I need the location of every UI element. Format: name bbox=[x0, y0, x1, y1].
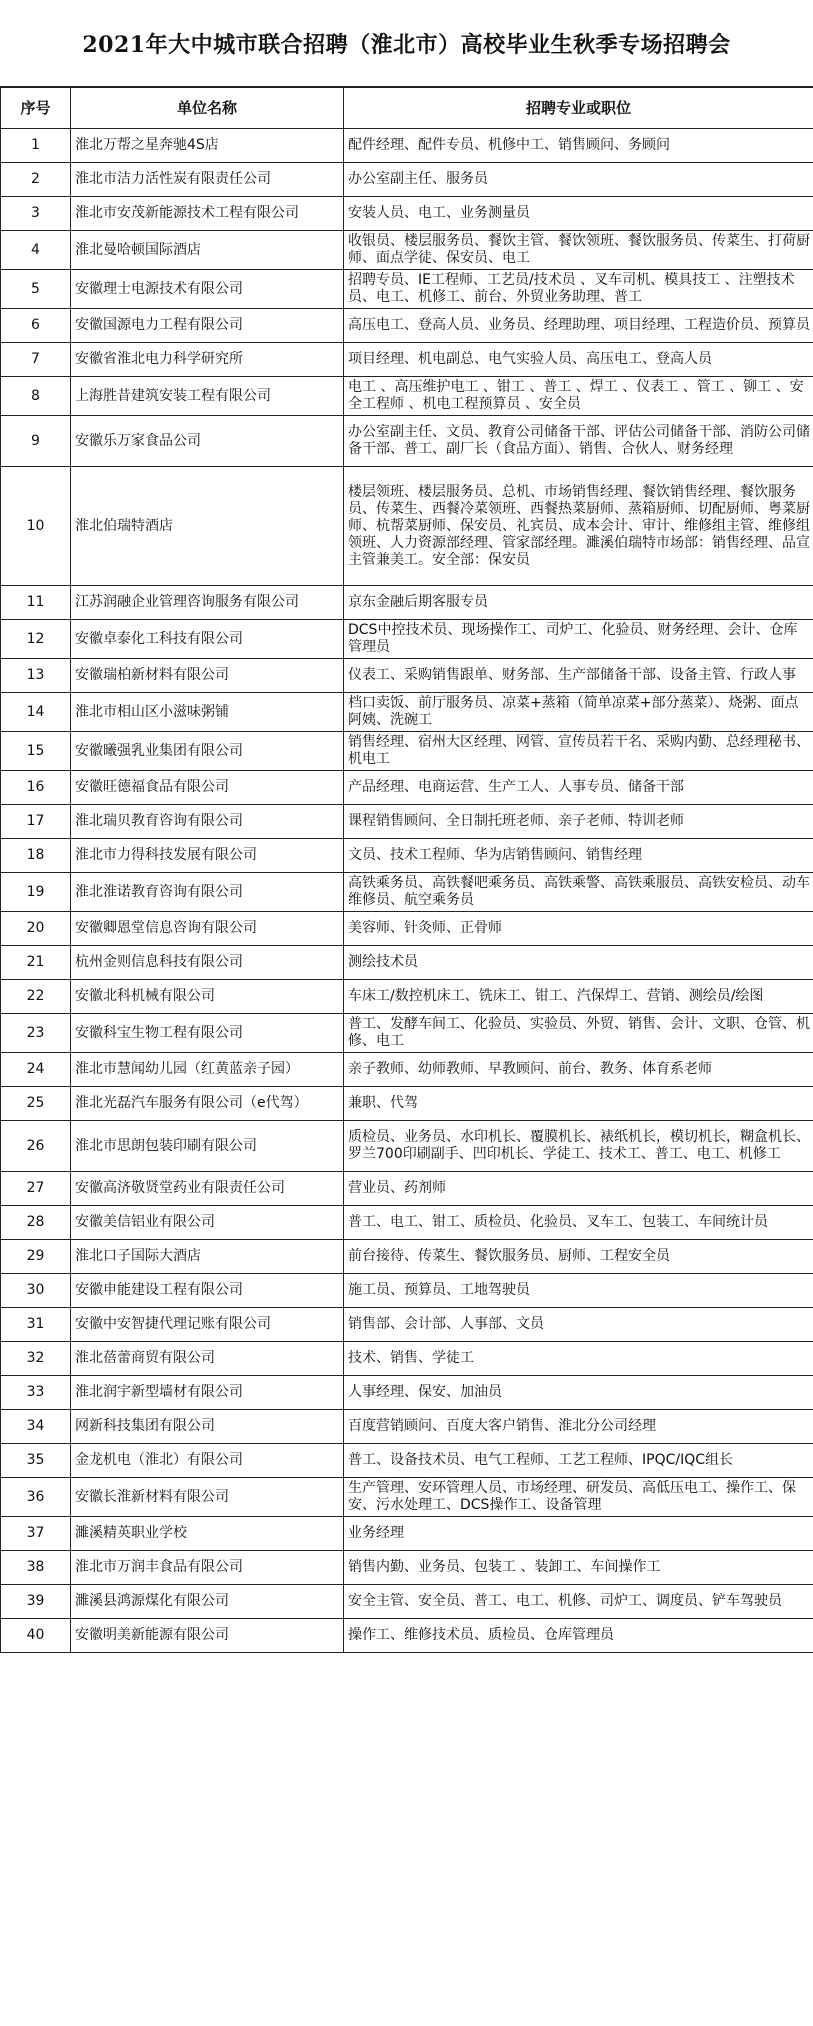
row-company: 淮北润宇新型墙材有限公司 bbox=[71, 1376, 344, 1410]
table-row bbox=[1, 1517, 813, 1551]
row-positions: DCS中控技术员、现场操作工、司炉工、化验员、财务经理、会计、仓库管理员 bbox=[344, 620, 813, 659]
row-positions: 文员、技术工程师、华为店销售顾问、销售经理 bbox=[344, 839, 813, 873]
row-company: 淮北市万润丰食品有限公司 bbox=[71, 1551, 344, 1585]
table-row bbox=[1, 620, 813, 659]
row-index: 29 bbox=[1, 1240, 71, 1274]
row-index: 1 bbox=[1, 129, 71, 163]
row-company: 淮北市洁力活性炭有限责任公司 bbox=[71, 163, 344, 197]
row-index: 2 bbox=[1, 163, 71, 197]
row-index: 32 bbox=[1, 1342, 71, 1376]
recruitment-table bbox=[0, 87, 813, 1653]
row-index: 38 bbox=[1, 1551, 71, 1585]
table-row bbox=[1, 1087, 813, 1121]
row-company: 淮北曼哈顿国际酒店 bbox=[71, 231, 344, 270]
row-positions: 亲子教师、幼师教师、早教顾问、前台、教务、体育系老师 bbox=[344, 1053, 813, 1087]
row-index: 39 bbox=[1, 1585, 71, 1619]
table-row bbox=[1, 732, 813, 771]
row-index: 16 bbox=[1, 771, 71, 805]
row-company: 安徽高济敬贤堂药业有限责任公司 bbox=[71, 1172, 344, 1206]
row-index: 10 bbox=[1, 467, 71, 586]
table-row bbox=[1, 129, 813, 163]
row-positions: 销售部、会计部、人事部、文员 bbox=[344, 1308, 813, 1342]
row-positions: 操作工、维修技术员、质检员、仓库管理员 bbox=[344, 1619, 813, 1653]
row-positions: 百度营销顾问、百度大客户销售、淮北分公司经理 bbox=[344, 1410, 813, 1444]
row-company: 淮北伯瑞特酒店 bbox=[71, 467, 344, 586]
row-positions: 施工员、预算员、工地驾驶员 bbox=[344, 1274, 813, 1308]
row-positions: 高铁乘务员、高铁餐吧乘务员、高铁乘警、高铁乘服员、高铁安检员、动车维修员、航空乘务员 bbox=[344, 873, 813, 912]
row-positions: 京东金融后期客服专员 bbox=[344, 586, 813, 620]
row-company: 淮北口子国际大酒店 bbox=[71, 1240, 344, 1274]
row-index: 12 bbox=[1, 620, 71, 659]
header-index: 序号 bbox=[1, 88, 71, 129]
row-index: 6 bbox=[1, 309, 71, 343]
row-company: 淮北市慧闻幼儿园（红黄蓝亲子园） bbox=[71, 1053, 344, 1087]
table-row bbox=[1, 839, 813, 873]
row-index: 8 bbox=[1, 377, 71, 416]
row-positions: 普工、电工、钳工、质检员、化验员、叉车工、包装工、车间统计员 bbox=[344, 1206, 813, 1240]
row-index: 34 bbox=[1, 1410, 71, 1444]
table-row bbox=[1, 1478, 813, 1517]
table-row bbox=[1, 1376, 813, 1410]
row-positions: 招聘专员、IE工程师、工艺员/技术员 、叉车司机、模具技工 、注塑技术员、电工、机修工、前台、外贸业务助理、普工 bbox=[344, 270, 813, 309]
row-positions: 收银员、楼层服务员、餐饮主管、餐饮领班、餐饮服务员、传菜生、打荷厨师、面点学徒、保安员、电工 bbox=[344, 231, 813, 270]
row-company: 淮北淮诺教育咨询有限公司 bbox=[71, 873, 344, 912]
row-positions: 高压电工、登高人员、业务员、经理助理、项目经理、工程造价员、预算员 bbox=[344, 309, 813, 343]
row-index: 13 bbox=[1, 659, 71, 693]
row-index: 17 bbox=[1, 805, 71, 839]
table-row bbox=[1, 1619, 813, 1653]
row-positions: 安装人员、电工、业务测量员 bbox=[344, 197, 813, 231]
row-company: 淮北市思朗包装印刷有限公司 bbox=[71, 1121, 344, 1172]
row-positions: 产品经理、电商运营、生产工人、人事专员、储备干部 bbox=[344, 771, 813, 805]
row-positions: 项目经理、机电副总、电气实验人员、高压电工、登高人员 bbox=[344, 343, 813, 377]
row-index: 22 bbox=[1, 980, 71, 1014]
row-index: 30 bbox=[1, 1274, 71, 1308]
row-company: 濉溪县鸿源煤化有限公司 bbox=[71, 1585, 344, 1619]
row-positions: 销售经理、宿州大区经理、网管、宣传员若干名、采购内勤、总经理秘书、机电工 bbox=[344, 732, 813, 771]
table-row bbox=[1, 416, 813, 467]
table-row bbox=[1, 1172, 813, 1206]
row-positions: 前台接待、传菜生、餐饮服务员、厨师、工程安全员 bbox=[344, 1240, 813, 1274]
row-company: 淮北市相山区小滋味粥铺 bbox=[71, 693, 344, 732]
row-index: 31 bbox=[1, 1308, 71, 1342]
table-row bbox=[1, 693, 813, 732]
table-row bbox=[1, 1585, 813, 1619]
row-positions: 普工、设备技术员、电气工程师、工艺工程师、IPQC/IQC组长 bbox=[344, 1444, 813, 1478]
table-row bbox=[1, 377, 813, 416]
row-positions: 测绘技术员 bbox=[344, 946, 813, 980]
row-company: 淮北万帮之星奔驰4S店 bbox=[71, 129, 344, 163]
table-row bbox=[1, 1240, 813, 1274]
row-company: 濉溪精英职业学校 bbox=[71, 1517, 344, 1551]
table-row bbox=[1, 163, 813, 197]
row-company: 安徽申能建设工程有限公司 bbox=[71, 1274, 344, 1308]
page-title: 2021年大中城市联合招聘（淮北市）高校毕业生秋季专场招聘会 bbox=[0, 0, 813, 87]
row-index: 15 bbox=[1, 732, 71, 771]
table-body bbox=[1, 129, 813, 1653]
table-row bbox=[1, 912, 813, 946]
table-row bbox=[1, 980, 813, 1014]
table-row bbox=[1, 343, 813, 377]
table-row bbox=[1, 467, 813, 586]
table-row bbox=[1, 1014, 813, 1053]
table-row bbox=[1, 1206, 813, 1240]
row-company: 安徽美信铝业有限公司 bbox=[71, 1206, 344, 1240]
row-index: 18 bbox=[1, 839, 71, 873]
row-index: 24 bbox=[1, 1053, 71, 1087]
row-positions: 销售内勤、业务员、包装工 、装卸工、车间操作工 bbox=[344, 1551, 813, 1585]
row-company: 安徽瑞柏新材料有限公司 bbox=[71, 659, 344, 693]
row-company: 杭州金则信息科技有限公司 bbox=[71, 946, 344, 980]
row-index: 11 bbox=[1, 586, 71, 620]
row-index: 9 bbox=[1, 416, 71, 467]
row-company: 安徽理士电源技术有限公司 bbox=[71, 270, 344, 309]
row-index: 19 bbox=[1, 873, 71, 912]
row-positions: 办公室副主任、文员、教育公司储备干部、评估公司储备干部、消防公司储备干部、普工、副厂长（食品方面）、销售、合伙人、财务经理 bbox=[344, 416, 813, 467]
row-company: 安徽省淮北电力科学研究所 bbox=[71, 343, 344, 377]
table-row bbox=[1, 586, 813, 620]
table-row bbox=[1, 1444, 813, 1478]
row-index: 28 bbox=[1, 1206, 71, 1240]
table-row bbox=[1, 873, 813, 912]
table-row bbox=[1, 659, 813, 693]
table-row bbox=[1, 1410, 813, 1444]
row-index: 14 bbox=[1, 693, 71, 732]
row-index: 21 bbox=[1, 946, 71, 980]
row-index: 25 bbox=[1, 1087, 71, 1121]
row-company: 安徽长淮新材料有限公司 bbox=[71, 1478, 344, 1517]
row-company: 安徽明美新能源有限公司 bbox=[71, 1619, 344, 1653]
table-row bbox=[1, 1308, 813, 1342]
table-row bbox=[1, 231, 813, 270]
row-positions: 兼职、代驾 bbox=[344, 1087, 813, 1121]
table-row bbox=[1, 1053, 813, 1087]
row-positions: 美容师、针灸师、正骨师 bbox=[344, 912, 813, 946]
header-company: 单位名称 bbox=[71, 88, 344, 129]
row-index: 5 bbox=[1, 270, 71, 309]
table-row bbox=[1, 1551, 813, 1585]
row-index: 36 bbox=[1, 1478, 71, 1517]
row-index: 35 bbox=[1, 1444, 71, 1478]
row-positions: 业务经理 bbox=[344, 1517, 813, 1551]
row-index: 3 bbox=[1, 197, 71, 231]
row-company: 安徽北科机械有限公司 bbox=[71, 980, 344, 1014]
row-positions: 普工、发酵车间工、化验员、实验员、外贸、销售、会计、文职、仓管、机修、电工 bbox=[344, 1014, 813, 1053]
row-company: 安徽卿恩堂信息咨询有限公司 bbox=[71, 912, 344, 946]
row-positions: 课程销售顾问、全日制托班老师、亲子老师、特训老师 bbox=[344, 805, 813, 839]
row-index: 23 bbox=[1, 1014, 71, 1053]
row-index: 33 bbox=[1, 1376, 71, 1410]
row-company: 安徽科宝生物工程有限公司 bbox=[71, 1014, 344, 1053]
row-index: 40 bbox=[1, 1619, 71, 1653]
row-positions: 电工 、高压维护电工 、钳工 、普工 、焊工 、仪表工 、管工 、铆工 、安全工程师 、机电工程预算员 、安全员 bbox=[344, 377, 813, 416]
row-index: 37 bbox=[1, 1517, 71, 1551]
row-company: 安徽乐万家食品公司 bbox=[71, 416, 344, 467]
table-row bbox=[1, 1342, 813, 1376]
row-positions: 配件经理、配件专员、机修中工、销售顾问、务顾问 bbox=[344, 129, 813, 163]
row-company: 淮北蓓蕾商贸有限公司 bbox=[71, 1342, 344, 1376]
row-positions: 人事经理、保安、加油员 bbox=[344, 1376, 813, 1410]
row-positions: 楼层领班、楼层服务员、总机、市场销售经理、餐饮销售经理、餐饮服务员、传菜生、西餐冷菜领班、西餐热菜厨师、蒸箱厨师、切配厨师、粤菜厨师、杭帮菜厨师、保安员、礼宾员、成本会计、审计、维修组主管、维修组领班、人力资源部经理、管家部经理。濉溪伯瑞特市场部：销售经理、品宣主管兼美工。安全部：保安员 bbox=[344, 467, 813, 586]
row-index: 26 bbox=[1, 1121, 71, 1172]
row-index: 27 bbox=[1, 1172, 71, 1206]
row-positions: 安全主管、安全员、普工、电工、机修、司炉工、调度员、铲车驾驶员 bbox=[344, 1585, 813, 1619]
table-row bbox=[1, 270, 813, 309]
row-positions: 办公室副主任、服务员 bbox=[344, 163, 813, 197]
table-row bbox=[1, 805, 813, 839]
row-positions: 生产管理、安环管理人员、市场经理、研发员、高低压电工、操作工、保安、污水处理工、DCS操作工、设备管理 bbox=[344, 1478, 813, 1517]
row-company: 网新科技集团有限公司 bbox=[71, 1410, 344, 1444]
row-company: 淮北市安茂新能源技术工程有限公司 bbox=[71, 197, 344, 231]
row-positions: 技术、销售、学徒工 bbox=[344, 1342, 813, 1376]
row-positions: 质检员、业务员、水印机长、覆膜机长、裱纸机长，模切机长，糊盒机长、罗兰700印刷副手、凹印机长、学徒工、技术工、普工、电工、机修工 bbox=[344, 1121, 813, 1172]
row-company: 安徽卓泰化工科技有限公司 bbox=[71, 620, 344, 659]
table-row bbox=[1, 946, 813, 980]
row-index: 7 bbox=[1, 343, 71, 377]
row-company: 金龙机电（淮北）有限公司 bbox=[71, 1444, 344, 1478]
table-row bbox=[1, 1121, 813, 1172]
row-company: 淮北光磊汽车服务有限公司（e代驾） bbox=[71, 1087, 344, 1121]
row-index: 20 bbox=[1, 912, 71, 946]
row-index: 4 bbox=[1, 231, 71, 270]
row-positions: 车床工/数控机床工、铣床工、钳工、汽保焊工、营销、测绘员/绘图 bbox=[344, 980, 813, 1014]
header-positions: 招聘专业或职位 bbox=[344, 88, 813, 129]
table-row bbox=[1, 771, 813, 805]
row-company: 安徽中安智捷代理记账有限公司 bbox=[71, 1308, 344, 1342]
row-company: 安徽曦强乳业集团有限公司 bbox=[71, 732, 344, 771]
table-row bbox=[1, 197, 813, 231]
row-company: 安徽国源电力工程有限公司 bbox=[71, 309, 344, 343]
row-company: 淮北瑞贝教育咨询有限公司 bbox=[71, 805, 344, 839]
row-company: 安徽旺德福食品有限公司 bbox=[71, 771, 344, 805]
row-company: 江苏润融企业管理咨询服务有限公司 bbox=[71, 586, 344, 620]
row-positions: 仪表工、采购销售跟单、财务部、生产部储备干部、设备主管、行政人事 bbox=[344, 659, 813, 693]
row-company: 淮北市力得科技发展有限公司 bbox=[71, 839, 344, 873]
table-row bbox=[1, 1274, 813, 1308]
row-company: 上海胜昔建筑安装工程有限公司 bbox=[71, 377, 344, 416]
row-positions: 档口卖饭、前厅服务员、凉菜+蒸箱（简单凉菜+部分蒸菜）、烧粥、面点阿姨、洗碗工 bbox=[344, 693, 813, 732]
table-row bbox=[1, 309, 813, 343]
table-header-row bbox=[1, 88, 813, 129]
row-positions: 营业员、药剂师 bbox=[344, 1172, 813, 1206]
